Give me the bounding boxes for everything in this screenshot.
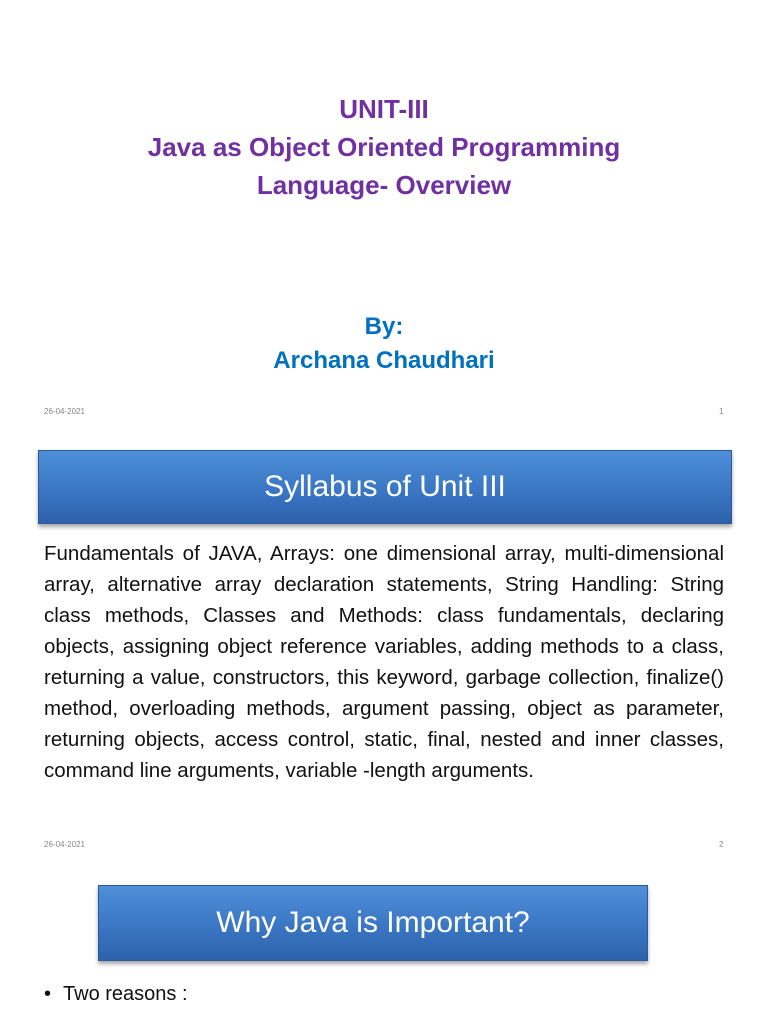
footer-page-number: 1 <box>719 407 724 416</box>
footer-date: 26-04-2021 <box>44 840 85 849</box>
title-line-2: Java as Object Oriented Programming <box>147 132 621 162</box>
title-line-3: Language- Overview <box>256 170 512 200</box>
bullet-item <box>44 983 188 1006</box>
slide-3 <box>0 860 768 1024</box>
footer-date: 26-04-2021 <box>44 407 85 416</box>
slide-banner <box>38 450 732 524</box>
bullet-text: Two reasons : <box>63 983 188 1005</box>
author-name: Archana Chaudhari <box>273 347 495 374</box>
banner-title: Why Java is Important? <box>216 906 530 939</box>
slide-2 <box>0 430 768 860</box>
banner-title: Syllabus of Unit III <box>264 470 506 503</box>
slide-banner <box>98 885 648 961</box>
title-line-1: UNIT-III <box>339 94 429 124</box>
bullet-icon: • <box>44 983 52 1005</box>
slide-title <box>0 90 768 204</box>
footer-page-number: 2 <box>719 840 724 849</box>
syllabus-text: Fundamentals of JAVA, Arrays: one dimensional array, multi-dimensional array, alternative array declaration statements, String Handling: String class methods, Classes and Methods: class fundamentals, declaring objects, assigning object reference variables, adding methods to a class, returning a value, constructors, this keyword, garbage collection, finalize() method, overloading methods, argument passing, object as parameter, returning objects, access control, static, final, nested and inner classes, command line arguments, variable -length arguments. <box>44 542 724 782</box>
slide-1 <box>0 0 768 430</box>
by-label: By: <box>364 313 404 340</box>
author-block <box>0 310 768 378</box>
